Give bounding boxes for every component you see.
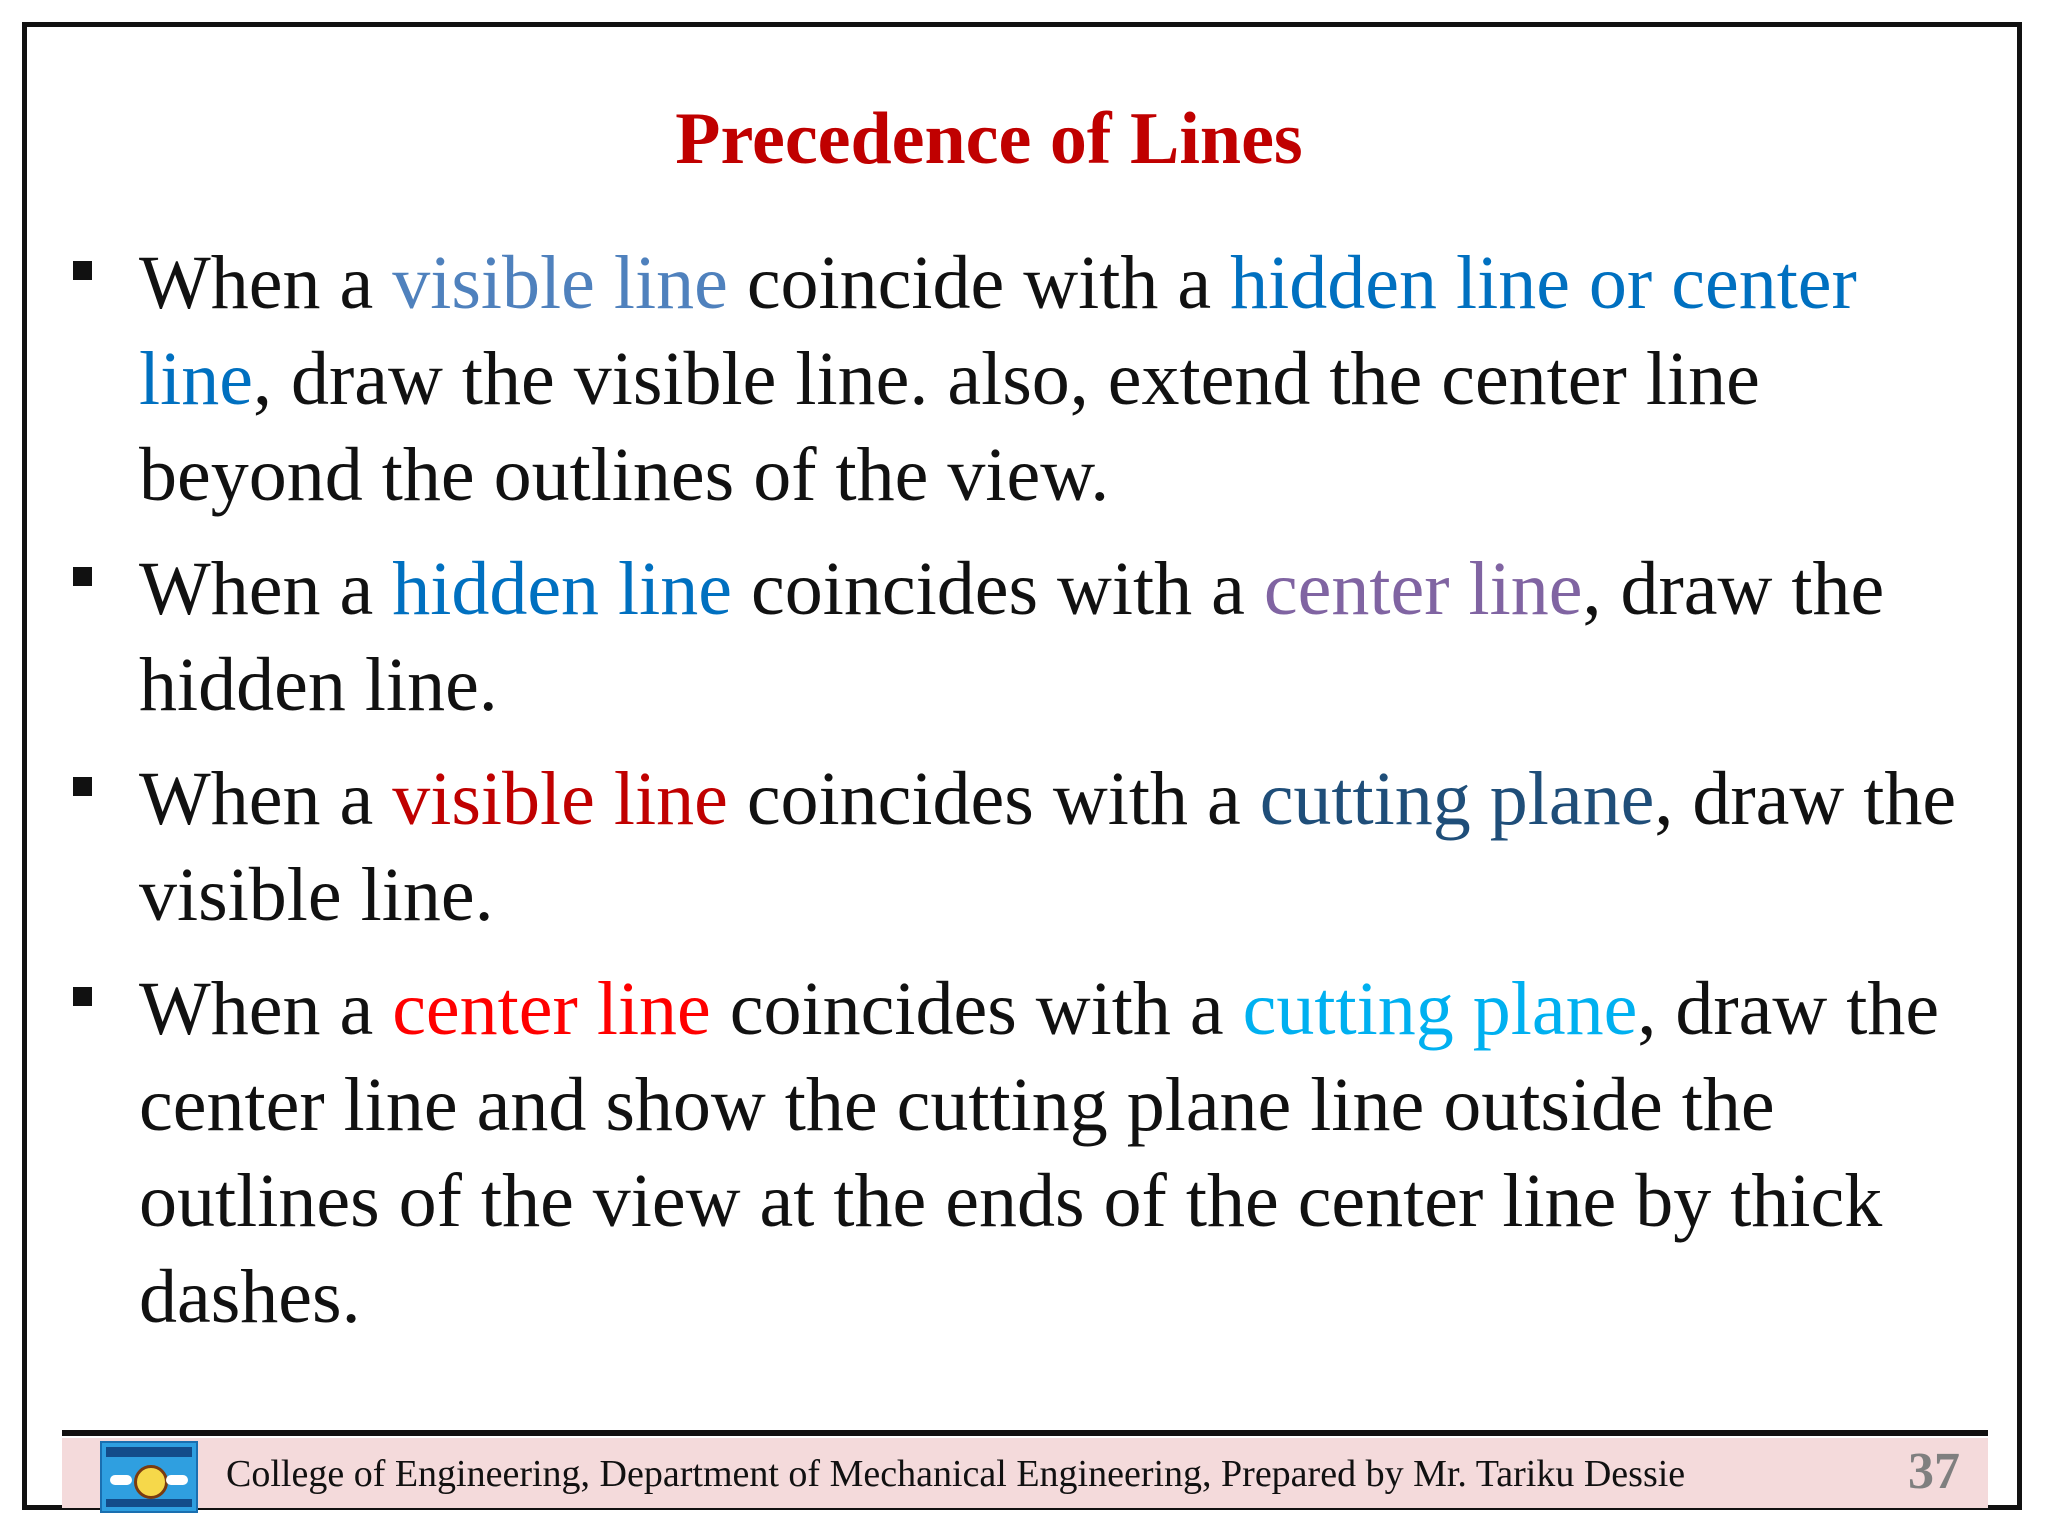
bullet-square-icon [73, 261, 92, 280]
text-run: , draw the center line and show the cutting plane line outside the outlines of the view at the ends of the center line by thick dashes. [139, 967, 1940, 1339]
bullet-item [27, 541, 2027, 733]
text-run: coincides with a [732, 547, 1264, 631]
highlight-term: visible line [392, 757, 728, 841]
bullet-text [139, 967, 1939, 1339]
bullet-text [139, 241, 1857, 517]
highlight-term: center line [1263, 547, 1583, 631]
highlight-term: cutting plane [1259, 757, 1655, 841]
slide-title: Precedence of Lines [675, 98, 1303, 180]
text-run: , draw the visible line. [139, 757, 1957, 937]
highlight-term: hidden line or center line [139, 241, 1857, 421]
bullet-text [139, 757, 1956, 937]
page-number: 37 [1908, 1443, 1960, 1500]
text-run: , draw the visible line. also, extend the center line beyond the outlines of the view. [139, 337, 1760, 517]
highlight-term: center line [392, 967, 711, 1051]
bullet-item [27, 751, 2027, 943]
highlight-term: cutting plane [1242, 967, 1638, 1051]
bullet-item [27, 961, 2027, 1345]
slide [22, 22, 2022, 1510]
text-run: When a [139, 757, 393, 841]
highlight-term: visible line [392, 241, 728, 325]
text-run: When a [139, 241, 393, 325]
footer-credit: College of Engineering, Department of Mechanical Engineering, Prepared by Mr. Tariku Dessie [226, 1453, 1686, 1495]
text-run: coincide with a [727, 241, 1231, 325]
text-run: coincides with a [727, 757, 1260, 841]
bullet-list [27, 235, 2027, 1363]
highlight-term: hidden line [392, 547, 733, 631]
bullet-square-icon [73, 987, 92, 1006]
footer-bar [62, 1438, 1988, 1508]
text-run: When a [139, 967, 393, 1051]
bullet-item [27, 235, 2027, 523]
bullet-square-icon [73, 777, 92, 796]
text-run: When a [139, 547, 393, 631]
bullet-text [139, 547, 1884, 727]
footer-divider [62, 1430, 1988, 1436]
text-run: , draw the hidden line. [139, 547, 1885, 727]
text-run: coincides with a [710, 967, 1243, 1051]
bullet-square-icon [73, 567, 92, 586]
university-logo-icon [100, 1441, 198, 1513]
